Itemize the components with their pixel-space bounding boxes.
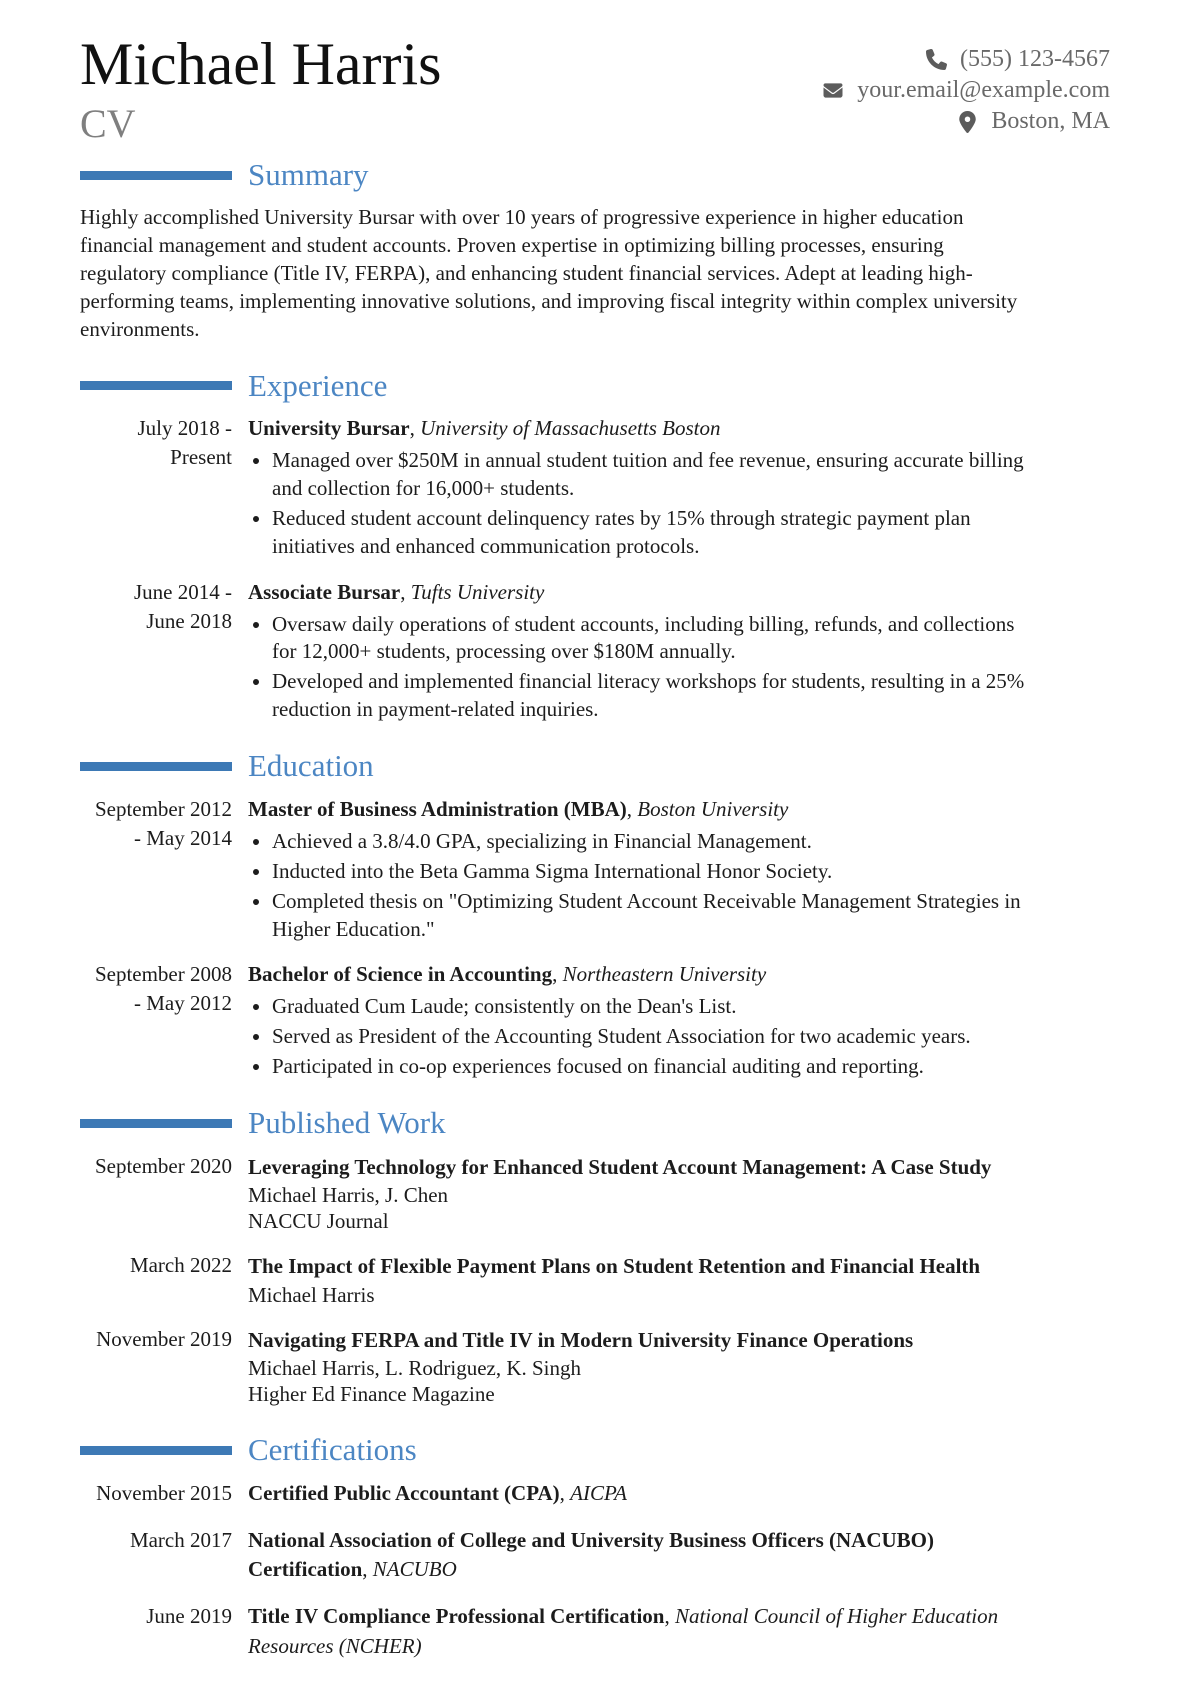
highlight-list [248,611,1028,725]
publication-title: The Impact of Flexible Payment Plans on Student Retention and Financial Health [248,1254,981,1279]
entry-title [248,1526,1028,1586]
section-title-certifications: Certifications [248,1432,417,1468]
email-address: your.email@example.com [857,77,1110,103]
section-heading [80,369,1110,404]
entry-body [248,1251,1028,1308]
publication-entry [94,1325,1110,1408]
issuer-name: AICPA [570,1480,627,1505]
entry-date: November 2019 [96,1327,232,1352]
certification-name: Certified Public Accountant (CPA) [248,1480,560,1505]
summary-paragraph: Highly accomplished University Bursar with over 10 years of progressive experience in higher education financial management and student accounts. Proven expertise in optimizing billing processes, ensuring regulatory compliance (Title IV, FERPA), and enhancing student financial services. Adept at leading high-performing teams, implementing innovative solutions, and improving fiscal integrity within complex university environments. [80,204,1018,341]
contact-phone[interactable] [821,44,1110,75]
publication-journal: NACCU Journal [248,1208,389,1233]
separator: , [362,1557,373,1582]
highlight-list [248,447,1028,561]
publication-authors: Michael Harris [248,1282,375,1307]
education-entry [94,795,1110,944]
section-accent-bar [80,381,232,390]
entry-date: July 2018 - Present [137,416,232,470]
entry-body [248,960,1028,1081]
issuer-name: NACUBO [372,1557,457,1582]
entry-title [248,578,1028,608]
entry-title [248,414,1028,444]
section-title-summary: Summary [248,157,369,193]
entry-date: June 2019 [146,1604,232,1629]
entry-body [248,578,1028,725]
phone-number: (555) 123-4567 [960,46,1110,72]
publication-entry [94,1152,1110,1235]
phone-icon [924,49,948,70]
highlight-item: • Inducted into the Beta Gamma Sigma International Honor Society. [272,858,1028,886]
entry-date: June 2014 - June 2018 [134,579,232,633]
separator: , [552,962,563,987]
section-title-education: Education [248,748,374,784]
entry-title [248,960,1028,990]
school-name: Northeastern University [562,962,767,987]
identity-block [80,31,442,147]
publication-title: Leveraging Technology for Enhanced Student Account Management: A Case Study [248,1154,992,1179]
entry-body [248,795,1028,944]
publication-journal: Higher Ed Finance Magazine [248,1382,495,1407]
entry-title [248,1602,1028,1662]
location-pin-icon [955,111,979,133]
highlight-item: • Served as President of the Accounting Student Association for two academic years. [272,1023,1028,1051]
highlight-item: • Reduced student account delinquency rates by 15% through strategic payment plan initiatives and enhanced communication protocols. [272,505,1028,561]
cv-subtitle: CV [80,101,136,147]
entry-body [248,1526,1028,1586]
contact-email[interactable] [821,75,1110,106]
page-title: Michael Harris [80,31,442,97]
section-experience [80,369,1110,725]
certification-name: National Association of College and University Business Officers (NACUBO) Certification [248,1527,934,1582]
section-certifications [80,1433,1110,1662]
entry-body [248,1152,1028,1235]
entry-date: March 2022 [129,1253,232,1278]
publication-authors: Michael Harris, L. Rodriguez, K. Singh [248,1356,582,1381]
highlight-item: • Developed and implemented financial literacy workshops for students, resulting in a 25% reduction in payment-related inquiries. [272,668,1028,724]
certification-entry [94,1479,1110,1509]
experience-entry [94,414,1110,561]
header [80,31,1110,147]
entry-date: September 2012 - May 2014 [94,796,232,850]
certification-entry [94,1526,1110,1586]
publication-entry [94,1251,1110,1308]
role-name: University Bursar [248,416,410,441]
entry-title [248,1479,1028,1509]
entry-date: November 2015 [96,1480,232,1505]
section-summary [80,158,1110,343]
contact-location [821,106,1110,137]
separator: , [559,1480,571,1505]
envelope-icon [821,81,845,100]
section-heading [80,1106,1110,1141]
experience-entry [94,578,1110,725]
degree-name: Bachelor of Science in Accounting [248,962,553,987]
role-name: Associate Bursar [248,579,401,604]
section-heading [80,158,1110,193]
separator: , [409,416,421,441]
school-name: Boston University [637,796,789,821]
section-published-work [80,1106,1110,1408]
highlight-item: • Oversaw daily operations of student accounts, including billing, refunds, and collections for 12,000+ students, processing over $180M annually. [272,611,1028,667]
org-name: Tufts University [410,579,545,604]
highlight-list [248,993,1028,1081]
degree-name: Master of Business Administration (MBA) [248,796,627,821]
publication-title: Navigating FERPA and Title IV in Modern University Finance Operations [248,1328,914,1353]
certification-entry [94,1602,1110,1662]
publication-authors: Michael Harris, J. Chen [248,1182,449,1207]
issuer-name: National Council of Higher Education Resources (NCHER) [248,1604,999,1659]
certification-name: Title IV Compliance Professional Certification [248,1604,665,1629]
highlight-item: • Completed thesis on "Optimizing Student Account Receivable Management Strategies in Higher Education." [272,888,1028,944]
section-accent-bar [80,171,232,180]
highlight-item: • Participated in co-op experiences focused on financial auditing and reporting. [272,1053,1028,1081]
education-entry [94,960,1110,1081]
entry-date: March 2017 [129,1527,232,1552]
entry-body [248,1479,1028,1509]
highlight-item: • Graduated Cum Laude; consistently on the Dean's List. [272,993,1028,1021]
highlight-item: • Managed over $250M in annual student tuition and fee revenue, ensuring accurate billing and collection for 16,000+ students. [272,447,1028,503]
section-heading [80,749,1110,784]
section-education [80,749,1110,1081]
contact-block [821,44,1110,137]
entry-title [248,795,1028,825]
section-accent-bar [80,1446,232,1455]
entry-date: September 2008 - May 2012 [94,962,232,1016]
entry-body [248,414,1028,561]
entry-date: September 2020 [94,1153,232,1178]
section-title-published-work: Published Work [248,1105,446,1141]
section-accent-bar [80,762,232,771]
entry-body [248,1602,1028,1662]
separator: , [626,796,638,821]
separator: , [400,579,411,604]
location-text: Boston, MA [991,108,1110,134]
highlight-list [248,828,1028,944]
org-name: University of Massachusetts Boston [420,416,721,441]
section-heading [80,1433,1110,1468]
separator: , [664,1604,675,1629]
highlight-item: • Achieved a 3.8/4.0 GPA, specializing in Financial Management. [272,828,1028,856]
entry-body [248,1325,1028,1408]
section-title-experience: Experience [248,367,388,403]
section-accent-bar [80,1119,232,1128]
